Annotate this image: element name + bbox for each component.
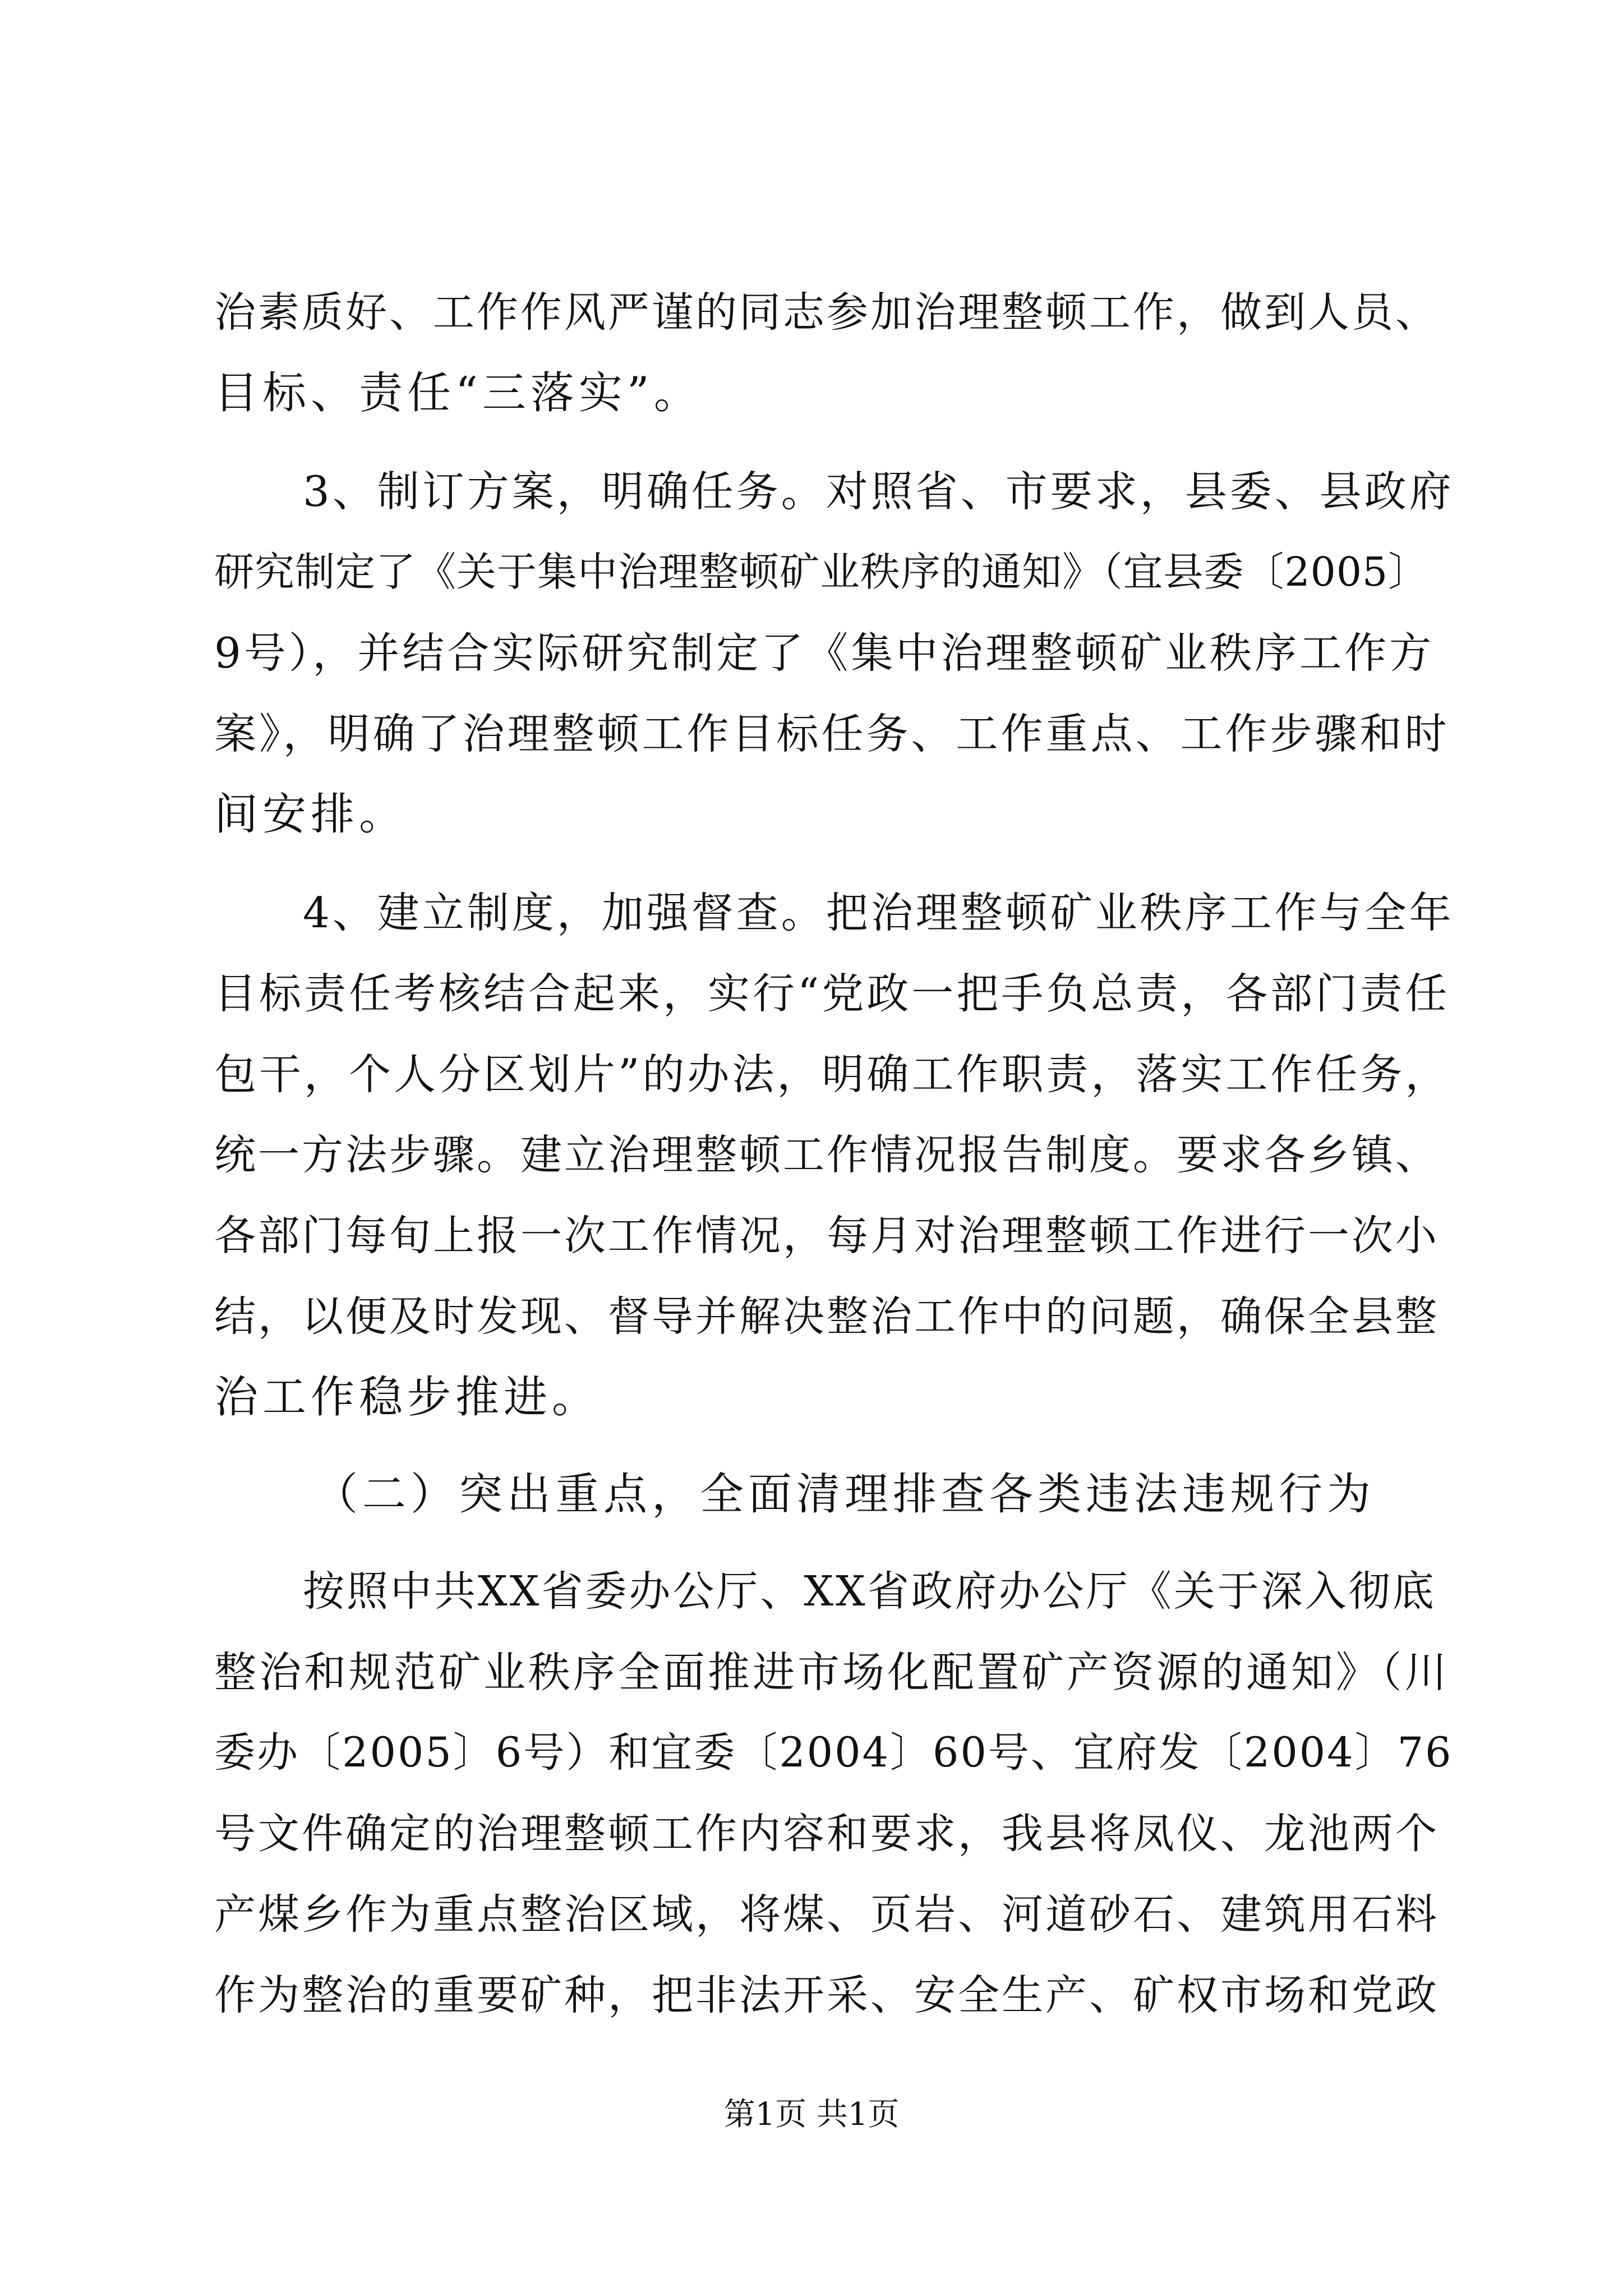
paragraph-line: 结，以便及时发现、督导并解决整治工作中的问题，确保全县整: [214, 1292, 1439, 1341]
paragraph-line: 包干，个人分区划片”的办法，明确工作职责，落实工作任务，: [214, 1050, 1450, 1099]
paragraph-line: 目标、责任“三落实”。: [214, 368, 702, 418]
paragraph-line: 号文件确定的治理整顿工作内容和要求，我县将凤仪、龙池两个: [214, 1810, 1439, 1858]
paragraph-line: 案》，明确了治理整顿工作目标任务、工作重点、工作步骤和时: [214, 709, 1450, 758]
paragraph-line: 作为整治的重要矿种，把非法开采、安全生产、矿权市场和党政: [214, 1971, 1439, 2019]
paragraph-line: 产煤乡作为重点整治区域，将煤、页岩、河道砂石、建筑用石料: [214, 1890, 1439, 1939]
paragraph-line: 目标责任考核结合起来，实行“党政一把手负总责，各部门责任: [214, 969, 1450, 1018]
paragraph-line: 按照中共XX省委办公厅、XX省政府办公厅《关于深入彻底: [303, 1567, 1436, 1616]
paragraph-line: 委办〔2005〕6号）和宜委〔2004〕60号、宜府发〔2004〕76: [214, 1729, 1453, 1777]
paragraph-line: 治素质好、工作作风严谨的同志参加治理整顿工作，做到人员、: [214, 288, 1439, 337]
paragraph-line: 4、建立制度，加强督查。把治理整顿矿业秩序工作与全年: [303, 888, 1454, 937]
paragraph-line: 统一方法步骤。建立治理整顿工作情况报告制度。要求各乡镇、: [214, 1131, 1439, 1179]
section-heading: （二）突出重点，全面清理排查各类违法违规行为: [314, 1469, 1376, 1520]
paragraph-line: 研究制定了《关于集中治理整顿矿业秩序的通知》（宜县委〔2005〕: [214, 549, 1429, 595]
paragraph-line: 整治和规范矿业秩序全面推进市场化配置矿产资源的通知》（川: [214, 1648, 1450, 1697]
paragraph-line: 治工作稳步推进。: [214, 1372, 601, 1423]
paragraph-line: 3、制订方案，明确任务。对照省、市要求，县委、县政府: [303, 467, 1454, 516]
paragraph-line: 间安排。: [214, 789, 408, 840]
page-number-footer: 第1页 共1页: [723, 2096, 900, 2133]
paragraph-line: 9号），并结合实际研究制定了《集中治理整顿矿业秩序工作方: [214, 628, 1435, 678]
paragraph-line: 各部门每旬上报一次工作情况，每月对治理整顿工作进行一次小: [214, 1212, 1439, 1260]
